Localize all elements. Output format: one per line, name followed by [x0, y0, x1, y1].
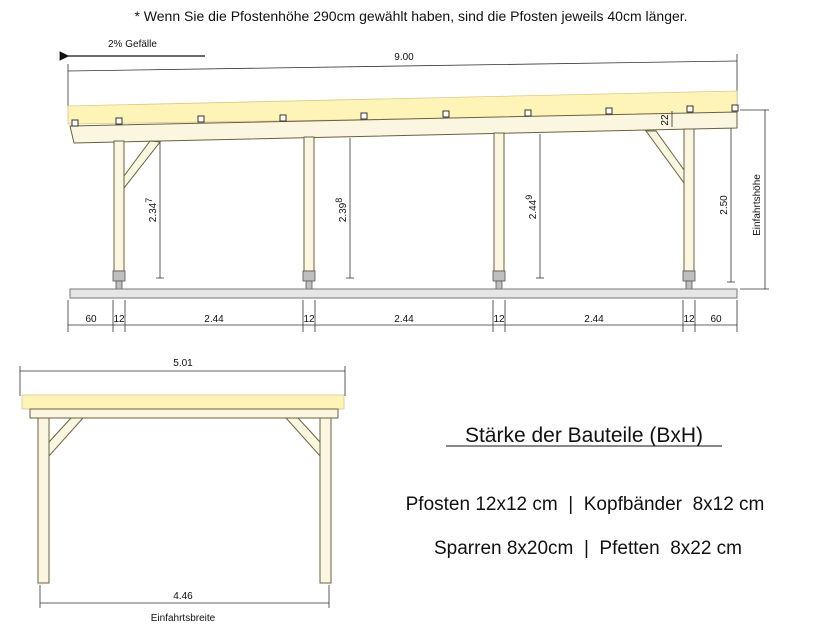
posts: [114, 129, 694, 271]
front-roof: [22, 395, 344, 409]
svg-text:Einfahrtshöhe: Einfahrtshöhe: [752, 174, 763, 236]
front-rafter: [30, 409, 338, 418]
front-brace-right: [286, 418, 320, 456]
front-post-right: [320, 418, 331, 583]
ground-slab: [70, 289, 737, 298]
front-width-dimension: [20, 358, 345, 396]
specs-line-2: Sparren 8x20cm | Pfetten 8x22 cm: [433, 538, 743, 559]
svg-text:2.44: 2.44: [204, 314, 224, 325]
front-brace-left: [49, 418, 83, 456]
svg-text:5.01: 5.01: [173, 358, 193, 369]
svg-text:12: 12: [113, 314, 125, 325]
svg-text:22: 22: [660, 114, 671, 126]
svg-text:12: 12: [303, 314, 315, 325]
svg-text:60: 60: [710, 314, 722, 325]
svg-text:4.46: 4.46: [173, 591, 193, 602]
front-inner-width-dimension: [40, 585, 329, 624]
clearance-dimensions: [719, 110, 769, 289]
svg-text:Einfahrtsbreite: Einfahrtsbreite: [150, 613, 216, 624]
slope-label: 2% Gefälle: [108, 39, 157, 50]
specs-title: Stärke der Bauteile (BxH): [464, 424, 704, 447]
svg-text:12: 12: [493, 314, 505, 325]
svg-text:9.00: 9.00: [394, 52, 414, 63]
post-feet: [113, 271, 695, 289]
specs-line-1: Pfosten 12x12 cm | Kopfbänder 8x12 cm: [405, 494, 765, 515]
svg-text:2.44: 2.44: [584, 314, 604, 325]
front-view: [20, 358, 345, 624]
front-post-left: [38, 418, 49, 583]
svg-text:2.347: 2.347: [144, 197, 159, 223]
svg-text:2.449: 2.449: [524, 194, 539, 220]
svg-text:12: 12: [683, 314, 695, 325]
svg-text:2.398: 2.398: [334, 197, 349, 223]
bottom-dimension-chain: [68, 300, 737, 332]
svg-text:60: 60: [85, 314, 97, 325]
post-height-dimensions: [144, 134, 544, 278]
footnote: * Wenn Sie die Pfostenhöhe 290cm gewählt haben, sind die Pfosten jeweils 40cm länger.: [134, 8, 688, 24]
svg-text:2.50: 2.50: [719, 195, 730, 215]
specs-panel: [406, 424, 765, 559]
side-view: [68, 39, 769, 332]
svg-text:2.44: 2.44: [394, 314, 414, 325]
